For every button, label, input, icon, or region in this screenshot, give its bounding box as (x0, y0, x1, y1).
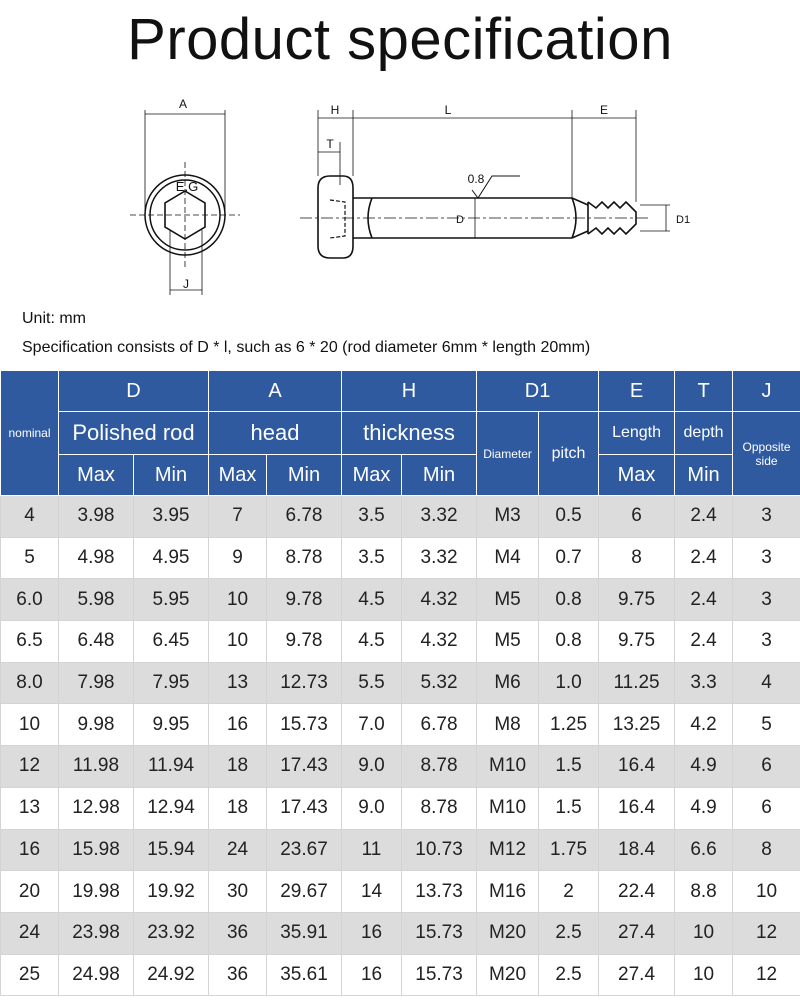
table-cell: 1.0 (539, 662, 599, 704)
table-cell: 9.98 (59, 704, 134, 746)
table-cell: 3.32 (402, 496, 477, 538)
table-cell: 10 (209, 621, 267, 663)
table-cell: 6.45 (134, 621, 209, 663)
table-row (1, 787, 800, 829)
table-cell: M10 (477, 787, 539, 829)
table-cell: 13.73 (402, 871, 477, 913)
table-cell: 8 (733, 829, 800, 871)
table-cell: 2.5 (539, 954, 599, 996)
table-cell: 16 (1, 829, 59, 871)
table-row (1, 496, 800, 538)
table-row (1, 537, 800, 579)
table-cell: 13 (209, 662, 267, 704)
table-cell: 24.92 (134, 954, 209, 996)
header-e-max: Max (599, 455, 675, 496)
specification-note: Specification consists of D * l, such as 6 * 20 (rod diameter 6mm * length 20mm) (22, 339, 591, 356)
table-cell: 12 (733, 954, 800, 996)
table-row (1, 621, 800, 663)
table-row (1, 662, 800, 704)
table-cell: 9.75 (599, 621, 675, 663)
table-cell: M5 (477, 579, 539, 621)
table-cell: M8 (477, 704, 539, 746)
table-cell: 9.78 (267, 621, 342, 663)
table-cell: 16 (209, 704, 267, 746)
table-cell: 12.94 (134, 787, 209, 829)
table-cell: 10 (675, 954, 733, 996)
table-cell: 3 (733, 621, 800, 663)
header-pitch: pitch (539, 412, 599, 496)
table-cell: 1.75 (539, 829, 599, 871)
table-row (1, 579, 800, 621)
table-cell: 11.25 (599, 662, 675, 704)
table-cell: 19.92 (134, 871, 209, 913)
table-cell: 0.8 (539, 621, 599, 663)
table-cell: 4.5 (342, 579, 402, 621)
table-cell: 2.5 (539, 912, 599, 954)
header-d: D (59, 371, 209, 412)
table-cell: 1.25 (539, 704, 599, 746)
header-nominal: nominal (1, 371, 59, 496)
table-cell: 9.0 (342, 746, 402, 788)
surface-finish-label: 0.8 (467, 172, 485, 186)
dim-t-label: T (326, 137, 334, 151)
table-cell: 4.9 (675, 787, 733, 829)
table-cell: 9 (209, 537, 267, 579)
table-cell: M20 (477, 954, 539, 996)
dim-eg-label: E.G (175, 179, 199, 194)
table-cell: 2.4 (675, 579, 733, 621)
table-cell: 4 (1, 496, 59, 538)
table-cell: 17.43 (267, 787, 342, 829)
table-cell: 6.0 (1, 579, 59, 621)
table-cell: 23.67 (267, 829, 342, 871)
table-cell: 4.9 (675, 746, 733, 788)
table-cell: 15.98 (59, 829, 134, 871)
table-cell: 23.92 (134, 912, 209, 954)
table-cell: 6.78 (267, 496, 342, 538)
table-cell: 8.78 (267, 537, 342, 579)
header-h-max: Max (342, 455, 402, 496)
table-cell: 10.73 (402, 829, 477, 871)
table-row (1, 912, 800, 954)
table-cell: 24 (209, 829, 267, 871)
header-a: A (209, 371, 342, 412)
table-cell: 3.3 (675, 662, 733, 704)
table-cell: 6 (599, 496, 675, 538)
table-cell: 0.7 (539, 537, 599, 579)
table-cell: M16 (477, 871, 539, 913)
head-top-view (130, 110, 240, 295)
table-cell: 4.32 (402, 621, 477, 663)
table-cell: 7.0 (342, 704, 402, 746)
table-cell: 12 (1, 746, 59, 788)
table-cell: 9.0 (342, 787, 402, 829)
table-cell: M10 (477, 746, 539, 788)
table-cell: 14 (342, 871, 402, 913)
dim-h-label: H (330, 103, 340, 117)
table-cell: 8.8 (675, 871, 733, 913)
dim-d1-label: D1 (676, 214, 691, 226)
table-cell: 18.4 (599, 829, 675, 871)
header-a-min: Min (267, 455, 342, 496)
table-cell: 27.4 (599, 954, 675, 996)
dim-l-label: L (444, 103, 452, 117)
table-cell: 5 (1, 537, 59, 579)
header-e: E (599, 371, 675, 412)
table-cell: 15.73 (267, 704, 342, 746)
table-cell: 25 (1, 954, 59, 996)
table-cell: M20 (477, 912, 539, 954)
table-cell: 3 (733, 537, 800, 579)
shoulder-bolt-technical-drawing (0, 90, 800, 305)
table-cell: 7 (209, 496, 267, 538)
table-row (1, 829, 800, 871)
table-cell: 7.95 (134, 662, 209, 704)
table-cell: 35.91 (267, 912, 342, 954)
table-cell: 15.94 (134, 829, 209, 871)
table-cell: 3 (733, 496, 800, 538)
table-cell: 3.5 (342, 496, 402, 538)
table-cell: 15.73 (402, 954, 477, 996)
table-row (1, 871, 800, 913)
table-cell: 12.98 (59, 787, 134, 829)
table-cell: 24 (1, 912, 59, 954)
header-diameter: Diameter (477, 412, 539, 496)
header-head: head (209, 412, 342, 455)
table-cell: 10 (209, 579, 267, 621)
table-cell: 18 (209, 746, 267, 788)
table-cell: M12 (477, 829, 539, 871)
header-length: Length (599, 412, 675, 455)
table-cell: 17.43 (267, 746, 342, 788)
table-cell: 35.61 (267, 954, 342, 996)
table-cell: 5.32 (402, 662, 477, 704)
header-d1: D1 (477, 371, 599, 412)
header-t-min: Min (675, 455, 733, 496)
table-cell: 3.5 (342, 537, 402, 579)
table-row (1, 746, 800, 788)
table-cell: 30 (209, 871, 267, 913)
table-cell: 16.4 (599, 746, 675, 788)
table-cell: 5.98 (59, 579, 134, 621)
table-cell: 2.4 (675, 621, 733, 663)
table-cell: 10 (733, 871, 800, 913)
table-cell: 12 (733, 912, 800, 954)
table-cell: 16 (342, 912, 402, 954)
table-cell: 13 (1, 787, 59, 829)
table-cell: 6.5 (1, 621, 59, 663)
table-cell: 8.78 (402, 787, 477, 829)
table-cell: 36 (209, 954, 267, 996)
table-row (1, 704, 800, 746)
dim-d-label: D (456, 214, 464, 226)
table-cell: 6 (733, 746, 800, 788)
table-cell: 6 (733, 787, 800, 829)
table-cell: 10 (675, 912, 733, 954)
table-cell: 6.48 (59, 621, 134, 663)
table-cell: 16.4 (599, 787, 675, 829)
header-t: T (675, 371, 733, 412)
header-polished-rod: Polished rod (59, 412, 209, 455)
table-cell: 6.6 (675, 829, 733, 871)
table-cell: 36 (209, 912, 267, 954)
table-cell: 3.32 (402, 537, 477, 579)
header-j: J (733, 371, 800, 412)
table-cell: 1.5 (539, 746, 599, 788)
table-cell: 0.8 (539, 579, 599, 621)
table-cell: M5 (477, 621, 539, 663)
header-a-max: Max (209, 455, 267, 496)
table-cell: 2.4 (675, 496, 733, 538)
table-cell: 4.95 (134, 537, 209, 579)
table-cell: 2.4 (675, 537, 733, 579)
dim-j-label: J (183, 277, 189, 291)
table-cell: 9.95 (134, 704, 209, 746)
table-cell: 3.95 (134, 496, 209, 538)
table-cell: 18 (209, 787, 267, 829)
table-cell: 5.5 (342, 662, 402, 704)
table-cell: 8.0 (1, 662, 59, 704)
table-cell: 10 (1, 704, 59, 746)
table-cell: 8 (599, 537, 675, 579)
table-cell: M6 (477, 662, 539, 704)
table-cell: 12.73 (267, 662, 342, 704)
header-opposite-side: Opposite side (733, 412, 800, 496)
table-cell: 6.78 (402, 704, 477, 746)
header-d-min: Min (134, 455, 209, 496)
table-cell: M4 (477, 537, 539, 579)
table-cell: 4.32 (402, 579, 477, 621)
table-cell: 8.78 (402, 746, 477, 788)
dim-a-label: A (178, 97, 188, 111)
table-cell: 3 (733, 579, 800, 621)
unit-note: Unit: mm (22, 310, 86, 327)
header-h-min: Min (402, 455, 477, 496)
table-cell: 9.78 (267, 579, 342, 621)
bolt-side-view (300, 110, 670, 258)
table-cell: 9.75 (599, 579, 675, 621)
table-cell: 5 (733, 704, 800, 746)
dim-e-label: E (599, 103, 609, 117)
table-cell: 4.98 (59, 537, 134, 579)
table-cell: 11.98 (59, 746, 134, 788)
page-title: Product specification (127, 7, 673, 72)
table-cell: 7.98 (59, 662, 134, 704)
table-cell: 29.67 (267, 871, 342, 913)
table-cell: 19.98 (59, 871, 134, 913)
header-depth: depth (675, 412, 733, 455)
table-cell: 0.5 (539, 496, 599, 538)
header-thickness: thickness (342, 412, 477, 455)
table-row (1, 954, 800, 996)
table-cell: 11.94 (134, 746, 209, 788)
specification-table-body (1, 496, 800, 996)
table-cell: 11 (342, 829, 402, 871)
table-cell: 20 (1, 871, 59, 913)
header-d-max: Max (59, 455, 134, 496)
table-cell: 1.5 (539, 787, 599, 829)
table-cell: 27.4 (599, 912, 675, 954)
table-cell: 15.73 (402, 912, 477, 954)
table-cell: 4.5 (342, 621, 402, 663)
header-h: H (342, 371, 477, 412)
table-cell: 23.98 (59, 912, 134, 954)
table-cell: M3 (477, 496, 539, 538)
table-cell: 5.95 (134, 579, 209, 621)
specification-table (0, 370, 800, 996)
table-cell: 3.98 (59, 496, 134, 538)
table-cell: 4 (733, 662, 800, 704)
table-cell: 16 (342, 954, 402, 996)
table-cell: 2 (539, 871, 599, 913)
table-cell: 4.2 (675, 704, 733, 746)
table-cell: 22.4 (599, 871, 675, 913)
table-cell: 24.98 (59, 954, 134, 996)
table-cell: 13.25 (599, 704, 675, 746)
